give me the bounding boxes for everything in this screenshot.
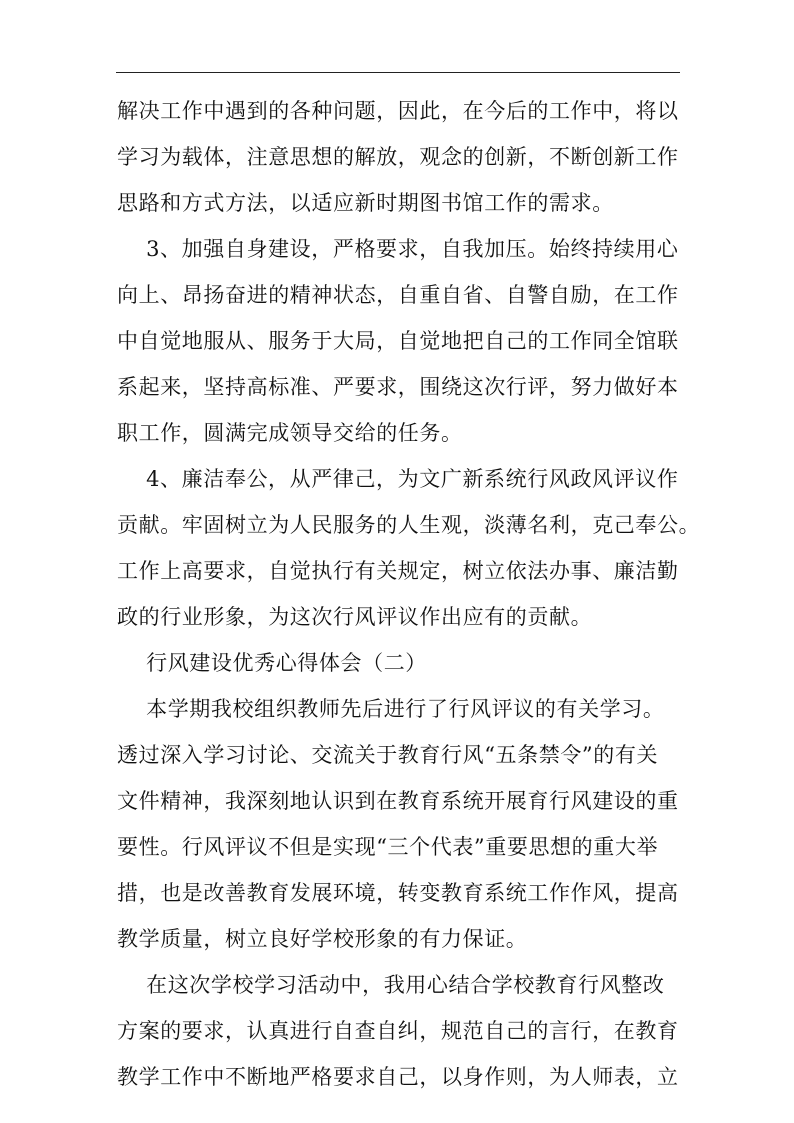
- text-line: 解决工作中遇到的各种问题，因此，在今后的工作中，将以: [117, 99, 679, 123]
- text-line: 要性。行风评议不但是实现“三个代表”重要思想的重大举: [117, 835, 659, 859]
- header-rule: [116, 72, 680, 73]
- text-line: 贡献。牢固树立为人民服务的人生观，淡薄名利，克己奉公。: [117, 513, 701, 537]
- text-line: 中自觉地服从、服务于大局，自觉地把自己的工作同全馆联: [117, 329, 679, 353]
- text-line: 工作上高要求，自觉执行有关规定，树立依法办事、廉洁勤: [117, 559, 679, 583]
- text-line: 政的行业形象，为这次行风评议作出应有的贡献。: [117, 605, 593, 629]
- section-heading: 行风建设优秀心得体会（二）: [117, 651, 427, 675]
- text-line: 4、廉洁奉公，从严律己，为文广新系统行风政风评议作: [117, 467, 679, 491]
- text-line: 系起来，坚持高标准、严要求，围绕这次行评，努力做好本: [117, 375, 679, 399]
- text-line: 向上、昂扬奋进的精神状态，自重自省、自警自励，在工作: [117, 283, 679, 307]
- text-line: 教学质量，树立良好学校形象的有力保证。: [117, 927, 528, 951]
- text-line: 方案的要求，认真进行自查自纠，规范自己的言行，在教育: [117, 1019, 679, 1043]
- text-line: 措，也是改善教育发展环境，转变教育系统工作作风，提高: [117, 881, 679, 905]
- text-line: 职工作，圆满完成领导交给的任务。: [117, 421, 463, 445]
- text-line: 在这次学校学习活动中，我用心结合学校教育行风整改: [117, 973, 665, 997]
- text-line: 文件精神，我深刻地认识到在教育系统开展育行风建设的重: [117, 789, 679, 813]
- text-line: 透过深入学习讨论、交流关于教育行风“五条禁令”的有关: [117, 743, 659, 767]
- text-line: 3、加强自身建设，严格要求，自我加压。始终持续用心: [117, 237, 679, 261]
- text-line: 思路和方式方法，以适应新时期图书馆工作的需求。: [117, 191, 614, 215]
- text-line: 本学期我校组织教师先后进行了行风评议的有关学习。: [117, 697, 665, 721]
- document-body: [117, 88, 701, 1100]
- text-line: 学习为载体，注意思想的解放，观念的创新，不断创新工作: [117, 145, 679, 169]
- text-line: 教学工作中不断地严格要求自己，以身作则，为人师表，立: [117, 1065, 679, 1089]
